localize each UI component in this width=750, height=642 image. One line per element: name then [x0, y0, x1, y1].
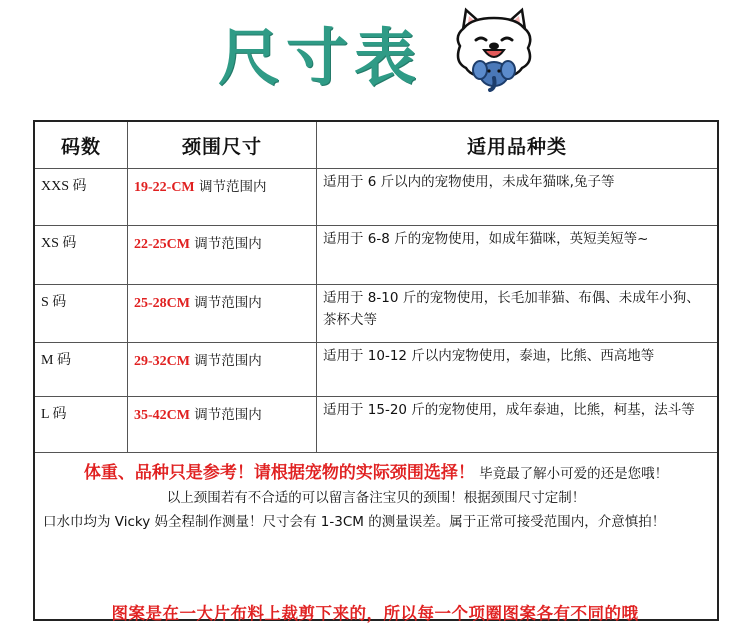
note-cell — [34, 453, 718, 621]
size-code-cell: XXS 码 — [34, 169, 128, 226]
table-row — [34, 169, 718, 226]
usage-cell: 适用于 10-12 斤以内宠物使用，泰迪，比熊、西高地等 — [317, 343, 719, 397]
note-continuation: 毕竟最了解小可爱的还是您哦！ — [479, 466, 669, 482]
neck-size-cell — [128, 397, 317, 453]
neck-range-suffix: 调节范围内 — [190, 236, 262, 252]
page-title: 尺寸表 — [217, 21, 422, 94]
table-row — [34, 285, 718, 343]
neck-range: 19-22-CM — [134, 180, 195, 195]
neck-range-suffix: 调节范围内 — [194, 179, 267, 195]
neck-range: 22-25CM — [134, 237, 190, 252]
usage-cell: 适用于 6-8 斤的宠物使用，如成年猫咪，英短美短等~ — [317, 226, 719, 285]
neck-range: 35-42CM — [134, 408, 190, 423]
size-table — [33, 120, 719, 621]
neck-range: 25-28CM — [134, 296, 190, 311]
neck-range-suffix: 调节范围内 — [190, 407, 262, 423]
neck-range: 29-32CM — [134, 354, 190, 369]
usage-cell: 适用于 6 斤以内的宠物使用，未成年猫咪,兔子等 — [317, 169, 719, 226]
header-neck-size: 颈围尺寸 — [128, 121, 317, 169]
neck-range-suffix: 调节范围内 — [190, 353, 262, 369]
size-code-cell: S 码 — [34, 285, 128, 343]
usage-cell: 适用于 15-20 斤的宠物使用，成年泰迪，比熊，柯基，法斗等 — [317, 397, 719, 453]
note-row — [34, 453, 718, 621]
footer-notice: 图案是在一大片布料上裁剪下来的，所以每一个项圈图案各有不同的哦 — [111, 604, 639, 623]
neck-size-cell — [128, 343, 317, 397]
size-code-cell: L 码 — [34, 397, 128, 453]
table-row — [34, 343, 718, 397]
table-row — [34, 397, 718, 453]
neck-range-suffix: 调节范围内 — [190, 295, 262, 311]
neck-size-cell — [128, 226, 317, 285]
table-row — [34, 226, 718, 285]
table-header-row — [34, 121, 718, 169]
neck-size-cell — [128, 285, 317, 343]
note-highlight: 体重、品种只是参考！请根据宠物的实际颈围选择！ — [83, 463, 475, 483]
header-breeds: 适用品种类 — [317, 121, 719, 169]
usage-cell: 适用于 8-10 斤的宠物使用，长毛加菲猫、布偶、未成年小狗、茶杯犬等 — [317, 285, 719, 343]
size-code-cell: XS 码 — [34, 226, 128, 285]
note-line-3: 口水巾均为 Vicky 妈全程制作测量！尺寸会有 1-3CM 的测量误差。属于正常可接受范围内，介意慎拍！ — [43, 514, 666, 530]
dog-mascot-icon — [452, 6, 536, 92]
note-first-line — [83, 463, 669, 483]
header-size-code: 码数 — [34, 121, 128, 169]
size-code-cell: M 码 — [34, 343, 128, 397]
note-line-2: 以上颈围若有不合适的可以留言备注宝贝的颈围！根据颈围尺寸定制！ — [166, 490, 586, 506]
neck-size-cell — [128, 169, 317, 226]
